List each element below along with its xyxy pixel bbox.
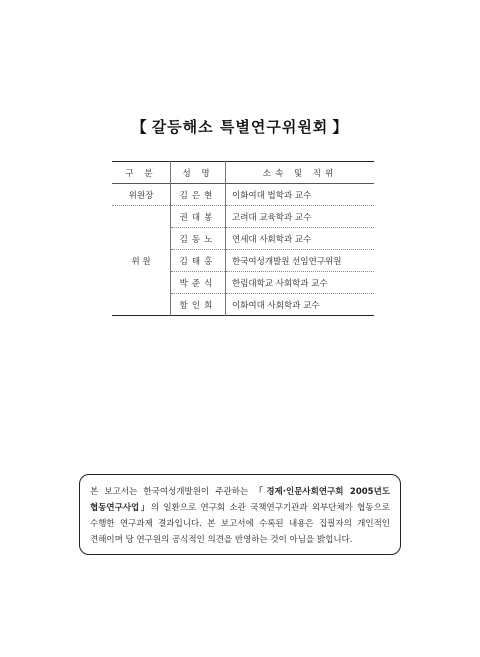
disclaimer-project-name: 「경제·인문사회연구회 2005년도 협동연구사업」 <box>90 487 391 513</box>
header-name: 성 명 <box>171 162 226 184</box>
disclaimer-text-part1: 본 보고서는 한국여성개발원이 주관하는 <box>90 487 255 497</box>
chair-division: 위원장 <box>128 190 154 201</box>
title-text: 갈등해소 특별연구위원회 <box>151 118 329 136</box>
member-affiliation: 한림대학교 사회학과 교수 <box>226 272 375 294</box>
member-name: 함인희 <box>171 294 226 316</box>
member-name: 김태홍 <box>171 250 226 272</box>
member-affiliation: 고려대 교육학과 교수 <box>226 206 375 228</box>
member-name: 박준식 <box>171 272 226 294</box>
header-division: 구 분 <box>125 168 157 179</box>
table-row <box>112 206 374 228</box>
disclaimer-text-part2: 의 일환으로 연구회 소관 국책연구기관과 외부단체가 협동으로 수행한 연구과제 결과입니다. 본 보고서에 수록된 내용은 집필자의 개인적인 견해이며 당 연구원의 공식적인 의견을 반영하는 것이 아님을 밝힙니다. <box>90 503 390 545</box>
header-affiliation: 소속 및 직위 <box>226 162 375 184</box>
disclaimer-box <box>79 474 401 555</box>
title-close-bracket: 】 <box>332 118 349 136</box>
chair-affiliation: 이화여대 법학과 교수 <box>226 184 375 206</box>
member-name: 권대봉 <box>171 206 226 228</box>
chair-name: 김은현 <box>171 184 226 206</box>
member-affiliation: 이화여대 사회학과 교수 <box>226 294 375 316</box>
members-division: 위 원 <box>131 256 151 267</box>
committee-table <box>112 161 374 316</box>
document-title <box>0 116 480 137</box>
member-affiliation: 연세대 사회학과 교수 <box>226 228 375 250</box>
member-affiliation: 한국여성개발원 선임연구위원 <box>226 250 375 272</box>
member-name: 김동노 <box>171 228 226 250</box>
title-open-bracket: 【 <box>131 118 148 136</box>
table-row-chair <box>112 184 374 206</box>
table-header-row <box>112 162 374 184</box>
